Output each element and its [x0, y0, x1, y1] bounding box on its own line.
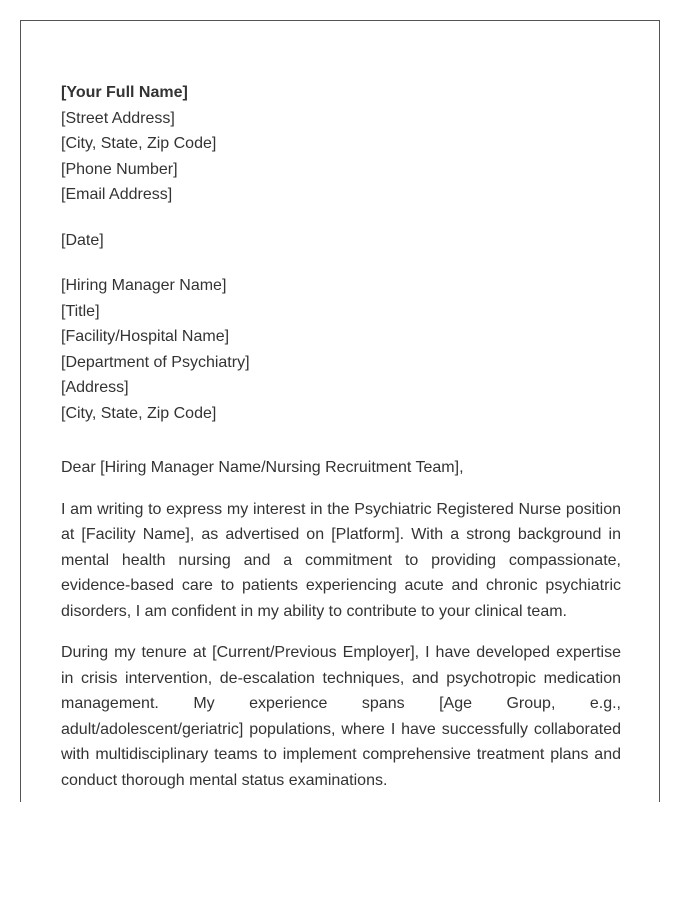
sender-city-state-zip: [City, State, Zip Code]: [61, 135, 217, 152]
recipient-facility: [Facility/Hospital Name]: [61, 328, 230, 345]
recipient-department: [Department of Psychiatry]: [61, 353, 250, 371]
recipient-block: [61, 273, 621, 426]
body-paragraph-1: I am writing to express my interest in the Psychiatric Registered Nurse position at [Facility Name], as advertised on [Platform]. With a strong background in mental health nursing and a commitment to providing compassionate, evidence-based care to patients experiencing acute and chronic psychiatric disorders, I am confident in my ability to contribute to your clinical team.: [61, 500, 621, 620]
letter-content: [61, 80, 621, 793]
sender-phone: [Phone Number]: [61, 160, 178, 178]
letter-page: [20, 20, 660, 802]
sender-email: [Email Address]: [61, 186, 173, 203]
recipient-title: [Title]: [61, 302, 100, 320]
letter-date: [Date]: [61, 231, 104, 249]
recipient-address: [Address]: [61, 379, 129, 396]
sender-block: [61, 80, 621, 208]
salutation: Dear [Hiring Manager Name/Nursing Recruitment Team],: [61, 459, 464, 476]
recipient-name: [Hiring Manager Name]: [61, 277, 227, 294]
sender-name: [Your Full Name]: [61, 84, 188, 101]
body-paragraph-2: During my tenure at [Current/Previous Employer], I have developed expertise in crisis intervention, de-escalation techniques, and psychotropic medication management. My experience spans [Age Group, e.g., adult/adolescent/geriatric] populations, where I have successfully collaborated with multidisciplinary teams to implement comprehensive treatment plans and conduct thorough mental status examinations.: [61, 644, 621, 789]
recipient-city-state-zip: [City, State, Zip Code]: [61, 404, 217, 422]
sender-street: [Street Address]: [61, 109, 175, 127]
